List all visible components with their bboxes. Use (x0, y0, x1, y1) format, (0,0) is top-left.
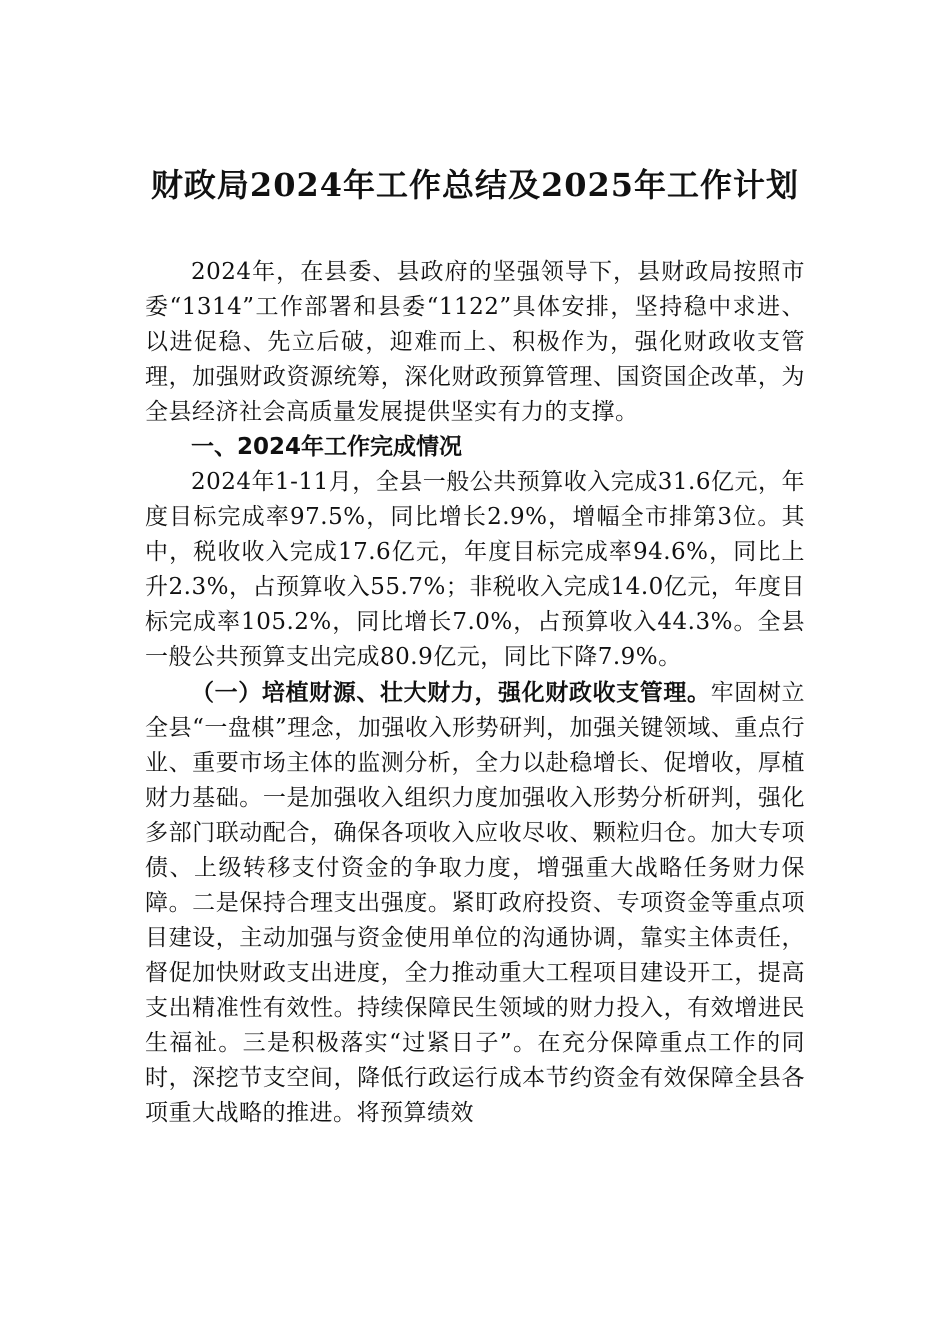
document-body (145, 255, 805, 1131)
document-title: 财政局2024年工作总结及2025年工作计划 (150, 166, 800, 204)
intro-paragraph: 2024年，在县委、县政府的坚强领导下，县财政局按照市委“1314”工作部署和县委“1122”具体安排，坚持稳中求进、以进促稳、先立后破，迎难而上、积极作为，强化财政收支管理，加强财政资源统筹，深化财政预算管理、国资国企改革，为全县经济社会高质量发展提供坚实有力的支撑。 (145, 259, 805, 425)
subsection-lead: （一）培植财源、壮大财力，强化财政收支管理。 (191, 679, 711, 706)
subsection-body: 牢固树立全县“一盘棋”理念，加强收入形势研判，加强关键领域、重点行业、重要市场主体的监测分析，全力以赴稳增长、促增收，厚植财力基础。一是加强收入组织力度加强收入形势分析研判，强化多部门联动配合，确保各项收入应收尽收、颗粒归仓。加大专项债、上级转移支付资金的争取力度，增强重大战略任务财力保障。二是保持合理支出强度。紧盯政府投资、专项资金等重点项目建设，主动加强与资金使用单位的沟通协调，靠实主体责任，督促加快财政支出进度，全力推动重大工程项目建设开工，提高支出精准性有效性。持续保障民生领域的财力投入，有效增进民生福祉。三是积极落实“过紧日子”。在充分保障重点工作的同时，深挖节支空间，降低行政运行成本节约资金有效保障全县各项重大战略的推进。将预算绩效 (145, 680, 806, 1126)
subsection-paragraph (145, 675, 805, 1131)
section-heading: 一、2024年工作完成情况 (191, 434, 463, 460)
summary-paragraph: 2024年1-11月，全县一般公共预算收入完成31.6亿元，年度目标完成率97.5%，同比增长2.9%，增幅全市排第3位。其中，税收收入完成17.6亿元，年度目标完成率94.6%，同比上升2.3%，占预算收入55.7%；非税收入完成14.0亿元，年度目标完成率105.2%，同比增长7.0%，占预算收入44.3%。全县一般公共预算支出完成80.9亿元，同比下降7.9%。 (145, 469, 805, 670)
